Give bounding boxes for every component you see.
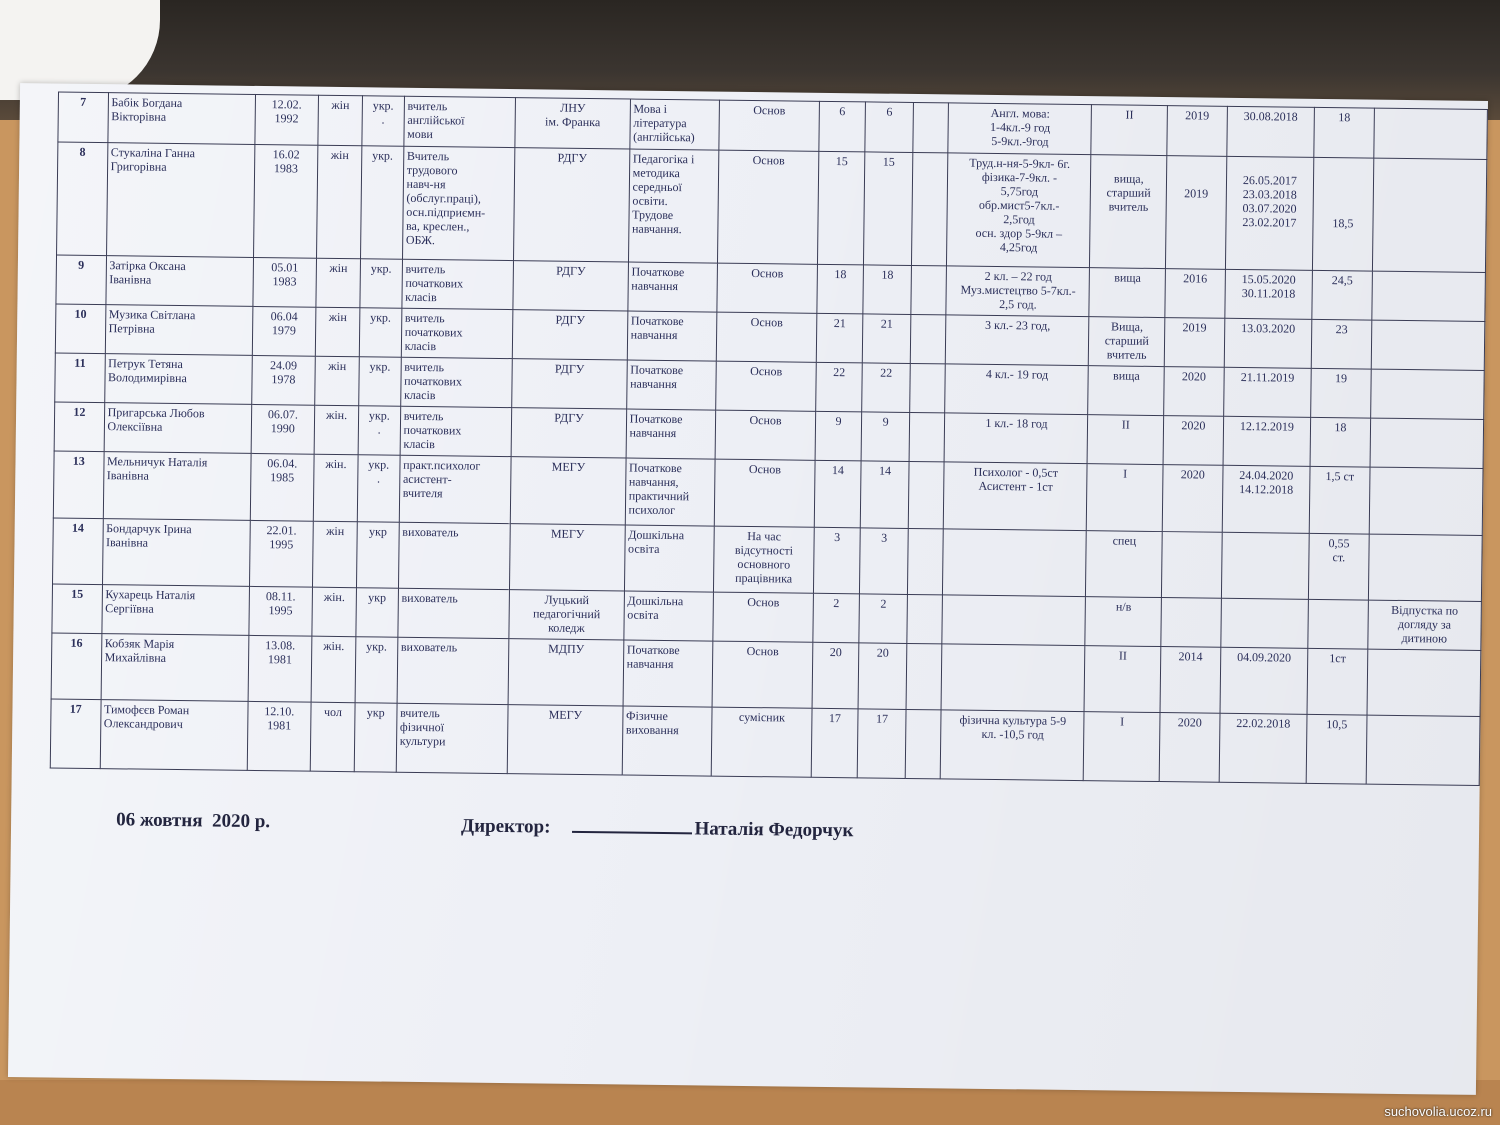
cell-course-dates: 13.03.2020 — [1224, 318, 1312, 368]
cell-course-dates: 04.09.2020 — [1220, 647, 1308, 714]
cell-position: вихователь — [397, 637, 509, 704]
cell-name: Петрук Тетяна Володимирівна — [104, 354, 252, 405]
cell-category: вища, старший вчитель — [1090, 155, 1167, 269]
cell-experience: 2 — [813, 593, 860, 643]
cell-experience-total: 14 — [861, 461, 909, 529]
cell-empty — [908, 461, 944, 528]
signature-blank — [572, 831, 692, 834]
cell-number: 15 — [52, 584, 102, 634]
cell-experience: 20 — [812, 642, 859, 709]
cell-institution: Луцький педагогічний коледж — [509, 590, 624, 640]
cell-employment-type: Основ — [717, 312, 817, 362]
cell-experience-total: 20 — [858, 643, 906, 710]
cell-sex: жін. — [313, 454, 358, 522]
cell-attestation-year: 2019 — [1167, 106, 1227, 157]
cell-sex: жін — [315, 356, 359, 406]
cell-course-dates: 24.04.2020 14.12.2018 — [1222, 465, 1310, 533]
cell-name: Кухарець Наталія Сергіївна — [101, 585, 249, 636]
cell-sex: жін — [313, 521, 358, 588]
cell-empty — [907, 594, 943, 643]
cell-hours: 24,5 — [1312, 270, 1372, 320]
cell-course-dates — [1221, 532, 1309, 599]
cell-experience-total: 22 — [862, 363, 910, 413]
watermark: suchovolia.ucoz.ru — [1384, 1104, 1492, 1119]
cell-notes — [1370, 418, 1484, 468]
cell-specialty: Дошкільна освіта — [623, 591, 713, 641]
cell-name: Музика Світлана Петрівна — [105, 305, 253, 356]
cell-workload — [942, 595, 1086, 646]
cell-hours — [1308, 599, 1368, 649]
cell-empty — [911, 265, 947, 314]
cell-experience: 17 — [811, 708, 858, 778]
cell-notes — [1374, 108, 1488, 159]
cell-experience: 6 — [819, 101, 866, 152]
staff-table — [50, 92, 1488, 786]
cell-specialty: Початкове навчання, практичний психолог — [625, 458, 715, 526]
cell-birthdate: 24.09 1978 — [251, 355, 315, 405]
cell-hours: 10,5 — [1306, 714, 1366, 784]
cell-category: І — [1084, 712, 1160, 782]
cell-experience: 21 — [816, 313, 863, 363]
cell-experience-total: 15 — [864, 152, 913, 266]
cell-name: Стукаліна Ганна Григорівна — [106, 143, 254, 258]
cell-course-dates: 12.12.2019 — [1223, 416, 1311, 466]
cell-sex: жін — [316, 258, 360, 308]
cell-category: Вища, старший вчитель — [1089, 317, 1165, 367]
cell-employment-type: Основ — [717, 263, 817, 313]
cell-specialty: Початкове навчання — [626, 360, 716, 410]
cell-attestation-year: 2014 — [1160, 647, 1220, 714]
cell-institution: РДГУ — [514, 148, 630, 262]
cell-name: Кобзяк Марія Михайлівна — [101, 634, 249, 702]
cell-empty — [910, 363, 946, 412]
cell-course-dates: 22.02.2018 — [1219, 713, 1307, 783]
cell-workload: Англ. мова: 1-4кл.-9 год 5-9кл.-9год — [948, 103, 1092, 155]
cell-employment-type: Основ — [715, 410, 815, 460]
cell-course-dates: 30.08.2018 — [1226, 106, 1314, 157]
cell-number: 8 — [57, 142, 108, 256]
cell-birthdate: 06.07. 1990 — [251, 404, 315, 454]
cell-position: вчитель початкових класів — [400, 357, 512, 407]
cell-experience-total: 6 — [865, 102, 913, 153]
cell-notes — [1370, 369, 1484, 419]
cell-workload: 4 кл.- 19 год — [945, 364, 1089, 415]
cell-institution: РДГУ — [511, 408, 626, 458]
cell-notes — [1372, 271, 1486, 321]
cell-nationality: укр. — [355, 637, 398, 704]
cell-birthdate: 06.04 1979 — [252, 306, 316, 356]
cell-hours: 0,55 ст. — [1309, 533, 1369, 600]
cell-specialty: Початкове навчання — [626, 409, 716, 459]
document-date: 06 жовтня 2020 р. — [116, 809, 271, 833]
cell-number: 9 — [56, 255, 106, 305]
cell-specialty: Початкове навчання — [627, 311, 717, 361]
cell-notes — [1368, 534, 1482, 601]
cell-category: ІІ — [1088, 415, 1164, 465]
cell-employment-type: Основ — [712, 641, 812, 708]
cell-position: вчитель початкових класів — [402, 259, 514, 309]
cell-experience-total: 18 — [863, 265, 911, 315]
cell-birthdate: 16.02 1983 — [253, 144, 318, 258]
cell-hours: 19 — [1311, 368, 1371, 418]
cell-nationality: укр. — [359, 357, 401, 407]
cell-hours: 18,5 — [1313, 157, 1374, 271]
cell-employment-type: Основ — [713, 592, 813, 642]
cell-position: вчитель фізичної культури — [396, 703, 508, 773]
cell-workload: 3 кл.- 23 год, — [946, 315, 1090, 366]
cell-employment-type: сумісник — [711, 707, 811, 777]
cell-position: вчитель англійської мови — [404, 96, 516, 147]
cell-specialty: Педагогіка і методика середньої освіти. Трудове навчання. — [628, 149, 719, 263]
cell-nationality: укр. . — [357, 455, 400, 523]
cell-notes — [1372, 158, 1487, 272]
cell-course-dates: 26.05.2017 23.03.2018 03.07.2020 23.02.2017 — [1225, 156, 1314, 270]
cell-birthdate: 06.04. 1985 — [250, 453, 314, 521]
cell-sex: жін — [317, 145, 362, 259]
cell-birthdate: 22.01. 1995 — [249, 520, 313, 587]
cell-nationality: укр. . — [358, 406, 400, 456]
cell-attestation-year: 2020 — [1159, 713, 1219, 783]
cell-category: н/в — [1085, 597, 1161, 647]
cell-number: 13 — [53, 451, 103, 519]
director-signature-line — [461, 816, 854, 843]
cell-experience: 15 — [817, 151, 865, 265]
cell-number: 14 — [53, 518, 103, 585]
cell-hours: 23 — [1311, 319, 1371, 369]
cell-attestation-year: 2020 — [1164, 367, 1224, 417]
cell-workload: Труд.н-ня-5-9кл- 6г. фізика-7-9кл. - 5,75год обр.мист5-7кл.- 2,5год осн. здор 5-9кл – 4,25год — [947, 153, 1091, 268]
cell-experience-total: 21 — [863, 314, 911, 364]
cell-experience: 14 — [814, 460, 861, 528]
cell-notes — [1371, 320, 1485, 370]
cell-category: ІІ — [1091, 105, 1167, 156]
director-label: Директор: — [460, 815, 551, 838]
cell-birthdate: 08.11. 1995 — [248, 586, 312, 636]
cell-notes — [1367, 649, 1481, 716]
staff-table-body — [50, 92, 1487, 785]
cell-hours: 1,5 ст — [1309, 466, 1369, 534]
cell-workload: 2 кл. – 22 год Муз.мистецтво 5-7кл.- 2,5 год. — [946, 266, 1090, 317]
cell-birthdate: 12.10. 1981 — [247, 701, 311, 771]
cell-hours: 18 — [1314, 107, 1374, 158]
cell-number: 17 — [50, 699, 100, 769]
cell-employment-type: Основ — [719, 100, 819, 151]
cell-employment-type: На час відсутності основного працівника — [714, 526, 814, 593]
cell-category: вища — [1089, 268, 1165, 318]
cell-empty — [913, 102, 949, 152]
cell-workload — [943, 529, 1087, 597]
cell-name: Бондарчук Ірина Іванівна — [102, 519, 250, 587]
cell-position: вихователь — [398, 588, 510, 638]
cell-institution: РДГУ — [513, 310, 628, 360]
cell-attestation-year: 2016 — [1165, 269, 1225, 319]
cell-institution: МДПУ — [508, 639, 623, 706]
cell-sex: жін. — [314, 405, 358, 455]
cell-category: ІІ — [1084, 646, 1160, 713]
cell-hours: 18 — [1310, 417, 1370, 467]
cell-position: практ.психолог асистент- вчителя — [399, 455, 511, 523]
cell-name: Пригарська Любов Олексіївна — [104, 403, 252, 454]
cell-experience: 9 — [815, 411, 862, 461]
cell-workload: 1 кл.- 18 год — [944, 413, 1088, 464]
cell-institution: РДГУ — [512, 359, 627, 409]
cell-nationality: укр — [356, 522, 399, 589]
cell-nationality: укр. . — [362, 96, 404, 147]
cell-sex: жін. — [311, 636, 356, 703]
cell-notes — [1366, 715, 1480, 785]
cell-workload: Психолог - 0,5ст Асистент - 1ст — [944, 462, 1088, 531]
cell-employment-type: Основ — [716, 361, 816, 411]
cell-workload: фізична культура 5-9 кл. -10,5 год — [941, 710, 1085, 781]
cell-category: І — [1087, 464, 1163, 532]
cell-number: 12 — [54, 402, 104, 452]
cell-nationality: укр — [354, 703, 397, 773]
cell-category: спец — [1086, 531, 1162, 598]
cell-course-dates — [1220, 598, 1308, 648]
cell-empty — [907, 528, 943, 594]
cell-specialty: Мова і література (англійська) — [629, 99, 719, 150]
cell-employment-type: Основ — [718, 150, 819, 264]
cell-name: Затірка Оксана Іванівна — [105, 256, 253, 307]
cell-course-dates: 15.05.2020 30.11.2018 — [1224, 269, 1312, 319]
cell-number: 11 — [55, 353, 105, 403]
director-name: Наталія Федорчук — [694, 818, 854, 842]
cell-attestation-year: 2020 — [1163, 416, 1223, 466]
cell-position: вчитель початкових класів — [400, 406, 512, 456]
cell-attestation-year: 2019 — [1166, 156, 1227, 270]
cell-institution: МЕГУ — [511, 457, 626, 525]
cell-experience-total: 9 — [861, 412, 909, 462]
cell-employment-type: Основ — [715, 459, 815, 527]
cell-name: Бабік Богдана Вікторівна — [107, 93, 255, 145]
cell-category: вища — [1088, 366, 1164, 416]
cell-institution: МЕГУ — [510, 524, 625, 591]
cell-nationality: укр. — [359, 308, 401, 358]
cell-attestation-year: 2020 — [1162, 465, 1222, 533]
cell-name: Мельничук Наталія Іванівна — [103, 452, 251, 521]
cell-empty — [909, 412, 945, 461]
cell-empty — [911, 152, 948, 265]
cell-name: Тимофєєв Роман Олександрович — [100, 700, 248, 771]
cell-specialty: Дошкільна освіта — [624, 525, 714, 592]
cell-specialty: Початкове навчання — [628, 262, 718, 312]
cell-sex: жін — [315, 307, 359, 357]
cell-number: 16 — [51, 633, 101, 700]
cell-notes — [1369, 467, 1483, 535]
cell-experience: 22 — [815, 362, 862, 412]
document-sheet — [8, 83, 1488, 1095]
cell-specialty: Початкове навчання — [623, 640, 713, 707]
cell-birthdate: 12.02. 1992 — [254, 94, 318, 145]
cell-number: 7 — [58, 92, 108, 143]
cell-notes: Відпустка по догляду за дитиною — [1368, 600, 1482, 650]
cell-attestation-year — [1161, 598, 1221, 648]
cell-attestation-year: 2019 — [1164, 318, 1224, 368]
cell-experience-total: 2 — [859, 594, 907, 644]
cell-position: вихователь — [398, 522, 510, 589]
cell-nationality: укр — [356, 588, 398, 638]
cell-institution: ЛНУ ім. Франка — [515, 98, 630, 149]
cell-specialty: Фізичне виховання — [622, 706, 712, 776]
cell-institution: РДГУ — [513, 261, 628, 311]
cell-empty — [910, 314, 946, 363]
cell-course-dates: 21.11.2019 — [1223, 367, 1311, 417]
cell-position: Вчитель трудового навч-ня (обслуг.праці), осн.підприємн- ва, креслен., ОБЖ. — [402, 146, 515, 260]
cell-hours: 1ст — [1307, 648, 1367, 715]
cell-sex: чол — [310, 702, 355, 772]
cell-position: вчитель початкових класів — [401, 308, 513, 358]
cell-empty — [906, 643, 942, 709]
cell-attestation-year — [1162, 532, 1222, 599]
cell-nationality: укр. — [360, 259, 402, 309]
cell-experience: 3 — [813, 527, 860, 594]
cell-birthdate: 13.08. 1981 — [248, 635, 312, 702]
cell-sex: жін. — [312, 587, 356, 637]
cell-experience-total: 3 — [860, 528, 908, 595]
cell-birthdate: 05.01 1983 — [252, 257, 316, 307]
cell-sex: жін — [318, 95, 362, 146]
cell-experience-total: 17 — [857, 709, 905, 779]
table-row — [57, 142, 1487, 272]
cell-institution: МЕГУ — [507, 705, 622, 775]
cell-workload — [941, 644, 1085, 712]
cell-experience: 18 — [817, 264, 864, 314]
cell-nationality: укр. — [360, 146, 403, 260]
cell-number: 10 — [55, 304, 105, 354]
cell-empty — [905, 709, 941, 778]
